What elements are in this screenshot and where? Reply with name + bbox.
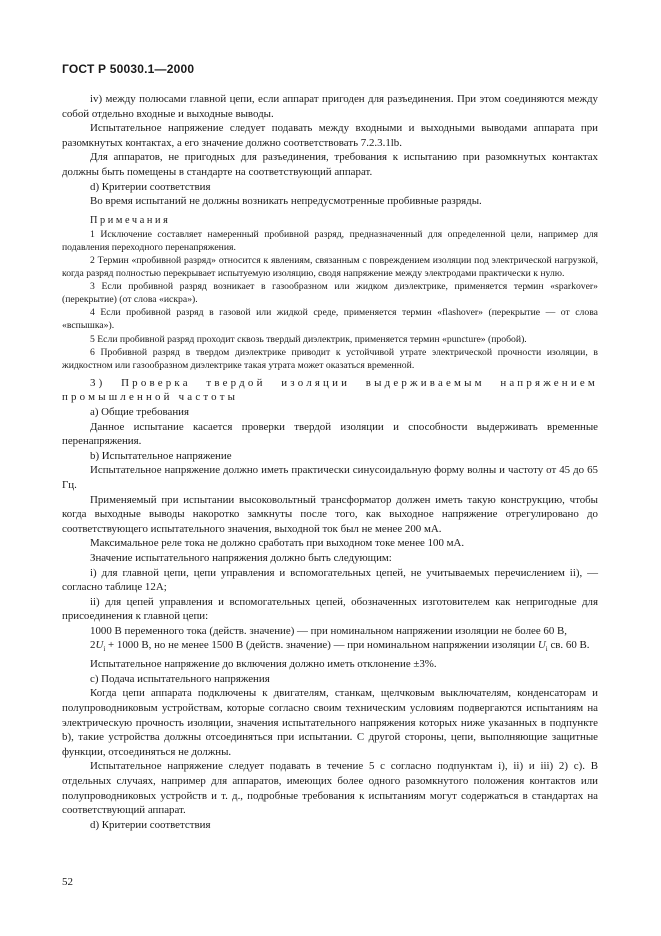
paragraph: Применяемый при испытании высоковольтный трансформатор должен иметь такую конструкцию, чтобы когда выходные выводы накоротко замкнуты после того, как выходное напряжение отрегулировано до соответствующего испытательного значения, выходной ток был не менее 200 мА. xyxy=(62,493,598,535)
list-item: ii) для цепей управления и вспомогательных цепей, обозначенных изготовителем как непригодные для присоединения к главной цепи: xyxy=(62,595,598,623)
formula-symbol: U xyxy=(537,639,546,652)
subheading: d) Критерии соответствия xyxy=(90,180,211,193)
list-item: i) для главной цепи, цепи управления и вспомогательных цепей, не учитываемых перечислением ii), — согласно таблице 12А; xyxy=(62,566,598,594)
formula-subscript: i xyxy=(545,645,548,654)
subheading: с) Подача испытательного напряжения xyxy=(90,672,270,685)
paragraph: iv) между полюсами главной цепи, если аппарат пригоден для разъединения. При этом соединяются между собой отдельно входные и выходные выводы. xyxy=(62,93,598,120)
note-item: 6 Пробивной разряд в твердом диэлектрике приводит к устойчивой утрате электрической прочности изоляции, в жидкостном или газообразном диэлектрике такая утрата может оказаться временной. xyxy=(62,346,598,371)
paragraph: Когда цепи аппарата подключены к двигателям, станкам, щелчковым выключателям, конденсаторам и полупроводниковым устройствам, которые согласно своим техническим условиям подвергаются испытаниям на электрическую прочность изоляции, значения испытательного напряжения которых ниже указанных в подпункте b), такие устройства должны отсоединяться при испытании. С другой стороны, цепи, выполняющие защитные функции, отсоединяться не должны. xyxy=(62,687,598,758)
formula-part: 2 xyxy=(90,639,96,652)
list-item: 1000 В переменного тока (действ. значение) — при номинальном напряжении изоляции не более 60 В, xyxy=(90,624,568,637)
paragraph: Данное испытание касается проверки твердой изоляции и способности выдерживать временные перенапряжения. xyxy=(62,420,598,448)
formula-part: св. 60 В. xyxy=(547,639,590,652)
note-item: 1 Исключение составляет намеренный пробивной разряд, предназначенный для определенной цели, например для подавления переходного перенапряжения. xyxy=(62,228,598,253)
paragraph: Значение испытательного напряжения должно быть следующим: xyxy=(90,551,392,564)
paragraph: Для аппаратов, не пригодных для разъединения, требования к испытанию при разомкнутых контактах должны быть помещены в стандарте на соответствующий аппарат. xyxy=(62,151,598,178)
paragraph: Испытательное напряжение до включения должно иметь отклонение ±3%. xyxy=(90,658,437,671)
section-heading: 3) Проверка твердой изоляции выдерживаемым напряжением промышленной частоты xyxy=(62,376,598,404)
page-number: 52 xyxy=(62,876,73,888)
subheading: а) Общие требования xyxy=(90,405,190,418)
note-item: 2 Термин «пробивной разряд» относится к явлениям, связанным с повреждением изоляции под электрической нагрузкой, когда разряд полностью перекрывает испытуемую изоляцию, сводя напряжение между электродами практически к нулю. xyxy=(62,254,598,280)
formula-part: + 1000 В, но не менее 1500 В (действ. значение) — при номинальном напряжении изоляции xyxy=(105,639,536,652)
formula-symbol: U xyxy=(95,639,104,652)
note-item: 4 Если пробивной разряд в газовой или жидкой среде, применяется термин «flashover» (перекрытие — от слова «вспышка»). xyxy=(62,307,598,332)
paragraph: Во время испытаний не должны возникать непредусмотренные пробивные разряды. xyxy=(90,195,482,208)
subheading: b) Испытательное напряжение xyxy=(90,449,232,462)
note-item: 5 Если пробивной разряд проходит сквозь твердый диэлектрик, применяется термин «puncture» (пробой). xyxy=(90,333,527,345)
list-item-formula xyxy=(62,638,598,657)
notes-title: Примечания xyxy=(90,214,171,226)
note-item: 3 Если пробивной разряд возникает в газообразном или жидком диэлектрике, применяется термин «sparkover» (перекрытие) (от слова «искра»). xyxy=(62,281,598,306)
paragraph: Испытательное напряжение должно иметь практически синусоидальную форму волны и частоту от 45 до 65 Гц. xyxy=(62,464,598,491)
paragraph: Максимальное реле тока не должно сработать при выходном токе менее 100 мА. xyxy=(90,537,465,550)
page-body xyxy=(62,92,598,832)
formula-subscript: i xyxy=(103,645,106,654)
subheading: d) Критерии соответствия xyxy=(90,818,211,831)
document-header: ГОСТ Р 50030.1—2000 xyxy=(62,62,195,76)
paragraph: Испытательное напряжение следует подавать в течение 5 с согласно подпунктам i), ii) и iii) 2) с). В отдельных случаях, например для аппаратов, имеющих более одного разомкнутого положения контактов или полупроводниковых устройств и т. д., подробные требования к испытаниям могут содержаться в стандартах на соответствующий аппарат. xyxy=(62,760,598,817)
paragraph: Испытательное напряжение следует подавать между входными и выходными выводами аппарата при разомкнутых контактах, а его значение должно соответствовать 7.2.3.1lb. xyxy=(62,122,598,149)
